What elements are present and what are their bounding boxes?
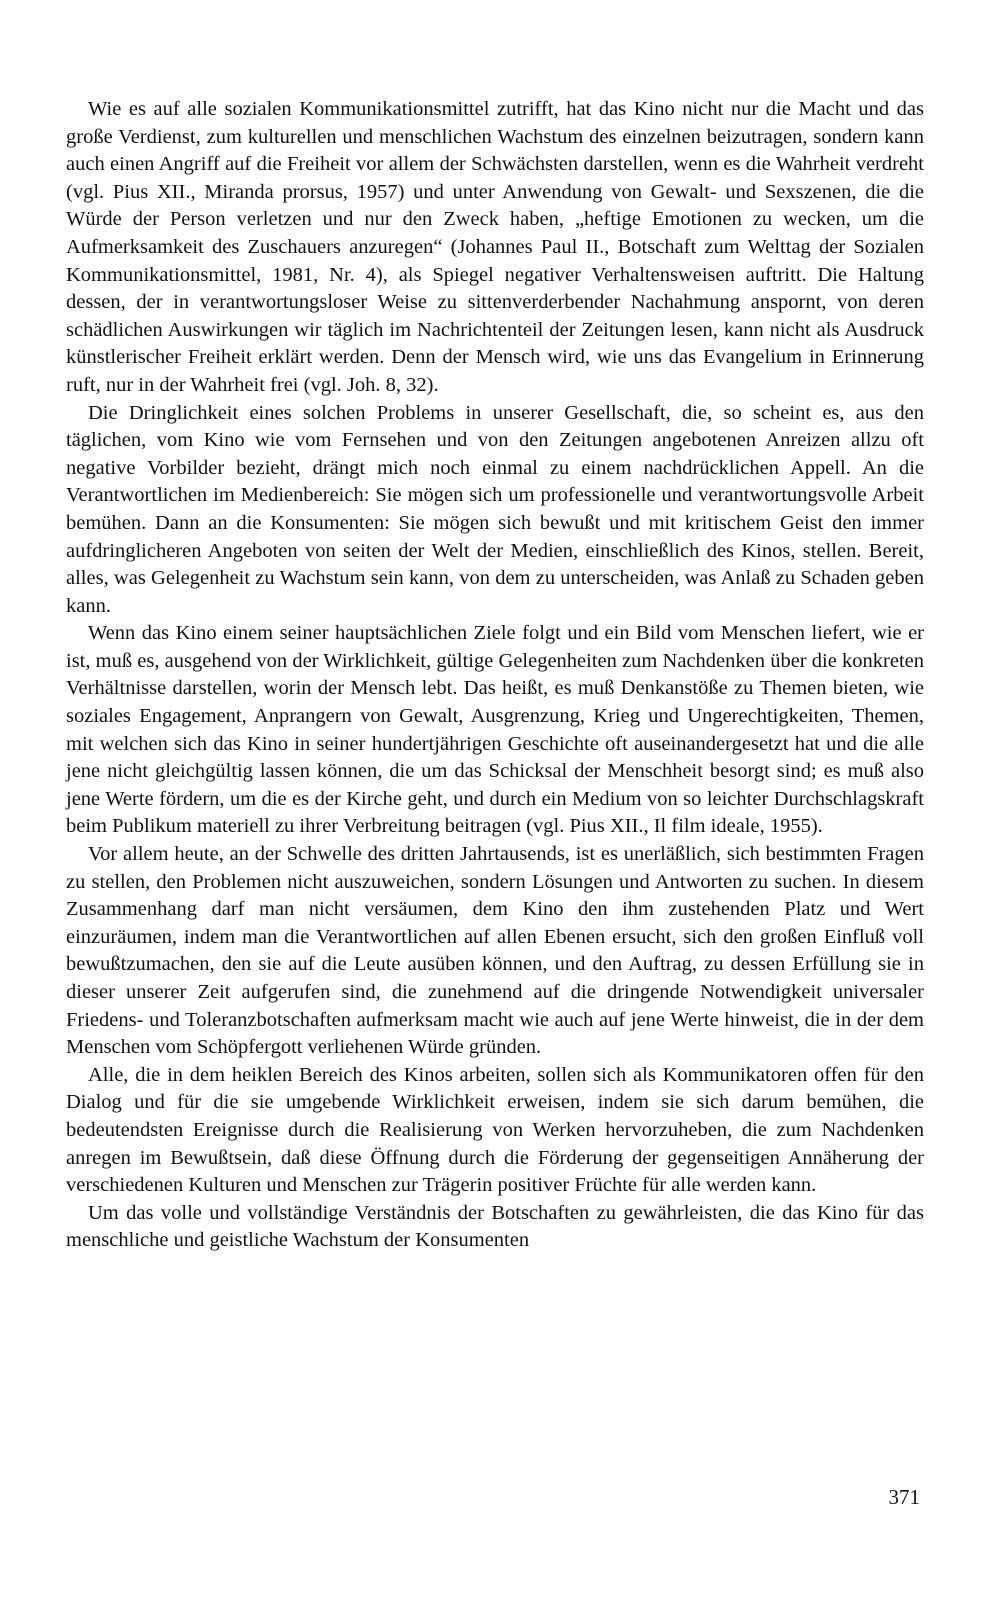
paragraph: Alle, die in dem heiklen Bereich des Kinos arbeiten, sollen sich als Kommunikatoren offen für den Dialog und für die sie umgebende Wirklichkeit erweisen, indem sie sich darum bemühen, die bedeutendsten Ereignisse durch die Realisierung von Werken hervorzuheben, die zum Nachdenken anregen im Bewußtsein, daß diese Öffnung durch die Förderung der gegenseitigen Annäherung der verschiedenen Kulturen und Menschen zur Trägerin positiver Früchte für alle werden kann. bbox=[66, 1063, 924, 1197]
paragraph: Wenn das Kino einem seiner hauptsächlichen Ziele folgt und ein Bild vom Menschen liefert, wie er ist, muß es, ausgehend von der Wirklichkeit, gültige Gelegenheiten zum Nachdenken über die konkreten Verhältnisse darstellen, worin der Mensch lebt. Das heißt, es muß Denkanstöße zu Themen bieten, wie soziales Engagement, Anprangern von Gewalt, Ausgrenzung, Krieg und Ungerechtigkeiten, Themen, mit welchen sich das Kino in seiner hundertjährigen Geschichte oft auseinandergesetzt hat und die alle jene nicht gleichgültig lassen können, die um das Schicksal der Menschheit besorgt sind; es muß also jene Werte fördern, um die es der Kirche geht, und durch ein Medium von so leichter Durchschlagskraft beim Publikum materiell zu ihrer Verbreitung beitragen (vgl. Pius XII., Il film ideale, 1955). bbox=[66, 622, 924, 838]
paragraph: Wie es auf alle sozialen Kommunikationsmittel zutrifft, hat das Kino nicht nur die Macht und das große Verdienst, zum kulturellen und menschlichen Wachstum des einzelnen beizutragen, sondern kann auch einen Angriff auf die Freiheit vor allem der Schwächsten darstellen, wenn es die Wahrheit verdreht (vgl. Pius XII., Miranda prorsus, 1957) und unter Anwendung von Gewalt- und Sexszenen, die die Würde der Person verletzen und nur den Zweck haben, „heftige Emotionen zu wecken, um die Aufmerksamkeit des Zuschauers anzuregen“ (Johannes Paul II., Botschaft zum Welttag der Sozialen Kommunikationsmittel, 1981, Nr. 4), als Spiegel negativer Verhaltensweisen auftritt. Die Haltung dessen, der in verantwortungsloser Weise zu sittenverderbender Nachahmung anspornt, von deren schädlichen Auswirkungen wir täglich im Nachrichtenteil der Zeitungen lesen, kann nicht als Ausdruck künstlerischer Freiheit erklärt werden. Denn der Mensch wird, wie uns das Evangelium in Erinnerung ruft, nur in der Wahrheit frei (vgl. Joh. 8, 32). bbox=[66, 98, 924, 396]
paragraph: Die Dringlichkeit eines solchen Problems in unserer Gesellschaft, die, so scheint es, aus den täglichen, vom Kino wie vom Fernsehen und von den Zeitungen angebotenen Anreizen allzu oft negative Vorbilder bezieht, drängt mich noch einmal zu einem nachdrücklichen Appell. An die Verantwortlichen im Medienbereich: Sie mögen sich um professionelle und verantwortungsvolle Arbeit bemühen. Dann an die Konsumenten: Sie mögen sich bewußt und mit kritischem Geist den immer aufdringlicheren Angeboten von seiten der Welt der Medien, einschließlich des Kinos, stellen. Bereit, alles, was Gelegenheit zu Wachstum sein kann, von dem zu unterscheiden, was Anlaß zu Schaden geben kann. bbox=[66, 401, 924, 617]
document-body bbox=[66, 96, 924, 1255]
paragraph: Um das volle und vollständige Verständnis der Botschaften zu gewährleisten, die das Kino für das menschliche und geistliche Wachstum der Konsumenten bbox=[66, 1201, 924, 1252]
paragraph: Vor allem heute, an der Schwelle des dritten Jahrtausends, ist es unerläßlich, sich bestimmten Fragen zu stellen, den Problemen nicht auszuweichen, sondern Lösungen und Antworten zu suchen. In diesem Zusammenhang darf man nicht versäumen, dem Kino den ihm zustehenden Platz und Wert einzuräumen, indem man die Verantwortlichen auf allen Ebenen ersucht, sich den großen Einfluß voll bewußtzumachen, den sie auf die Leute ausüben können, und den Auftrag, zu dessen Erfüllung sie in dieser unserer Zeit aufgerufen sind, die zunehmend auf die dringende Notwendigkeit universaler Friedens- und Toleranzbotschaften aufmerksam macht wie auch auf jene Werte hinweist, die in der dem Menschen vom Schöpfergott verliehenen Würde gründen. bbox=[66, 843, 924, 1059]
page-number: 371 bbox=[888, 1485, 920, 1509]
